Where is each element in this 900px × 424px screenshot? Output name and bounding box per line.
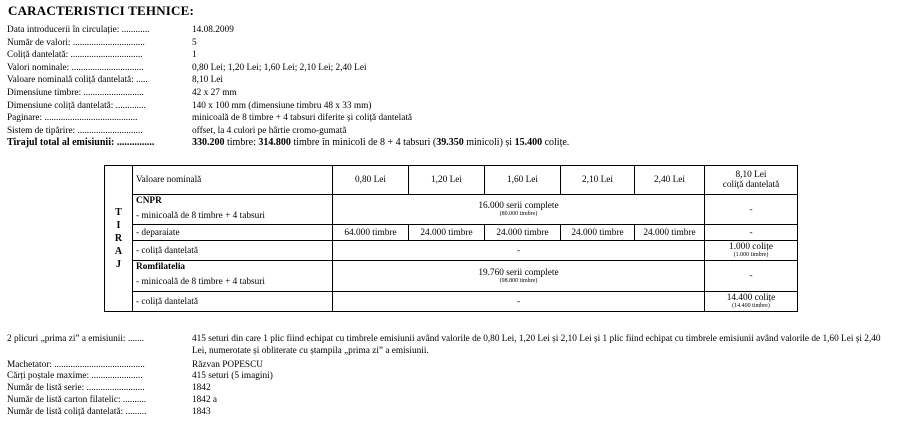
section-title-cnpr: CNPR: [133, 195, 333, 208]
spec-value: 42 x 27 mm: [192, 87, 237, 98]
tiraj-side-label: [105, 166, 133, 312]
header-value: 2,40 Lei: [635, 166, 705, 195]
spec-value: 1: [192, 50, 197, 61]
info-row-sheet-number: [7, 407, 897, 419]
spec-value: 14.08.2009: [192, 25, 234, 35]
romfilatelia-minisheet-sheet: -: [705, 261, 798, 292]
info-value: 415 seturi din care 1 plic fiind echipat cu timbrele emisiunii având valorile de 0,80 Lei, 1,20 Lei și 2,10 Lei și 1 plic fiind echipat cu timbrele emisiunii având valorile de 1,60 Lei și 2,40 Lei, numerotate și obliterate cu ștampila „prima zi” a emisiunii.: [192, 334, 881, 356]
info-row-series-number: [7, 383, 897, 395]
total-text: colițe.: [542, 137, 570, 149]
header-sheet-line: coliță dantelată: [722, 180, 780, 190]
info-row-first-day-covers: [7, 334, 897, 358]
tiraj-letter: R: [114, 233, 123, 244]
sheet-stamps: (14.400 timbre): [732, 303, 770, 309]
spec-row-sheet-size: [7, 100, 569, 113]
spec-value: 8,10 Lei: [192, 75, 223, 86]
tiraj-letter: I: [116, 220, 121, 231]
spec-row-total-print-run: [7, 137, 569, 150]
sheet-count: 15.400: [514, 137, 543, 149]
total-text: minicoli) și: [463, 137, 515, 149]
table-header-row: [105, 166, 798, 195]
spec-value: minicoală de 8 timbre + 4 tabsuri diferite și coliță dantelată: [192, 113, 413, 124]
section-row-cnpr: [105, 195, 798, 208]
table-cell: 64.000 timbre: [333, 225, 409, 241]
header-face-value: Valoare nominală: [133, 166, 333, 195]
spec-label: Număr de valori: ...............................: [7, 37, 145, 48]
spec-row-sheet-face-value: [7, 74, 569, 87]
info-label: Cărți poștale maxime: ......................: [7, 371, 143, 382]
spec-row-face-values: [7, 62, 569, 75]
header-sheet-value: [705, 166, 798, 195]
table-row: [105, 241, 798, 261]
info-row-designer: [7, 360, 897, 372]
header-value: 1,60 Lei: [485, 166, 561, 195]
spec-row-number-of-values: [7, 37, 569, 50]
info-label: Număr de listă serie: .........................: [7, 383, 145, 394]
info-label: Număr de listă carton filatelic: ..........: [7, 394, 147, 405]
spec-label: Valori nominale: ...............................: [7, 62, 144, 73]
table-cell: 24.000 timbre: [485, 225, 561, 241]
table-cell: -: [333, 292, 705, 312]
spec-label: Data introducerii în circulație: ............: [7, 25, 150, 35]
info-label: Număr de listă coliță dantelată: .........: [7, 406, 147, 417]
spec-value: offset, la 4 culori pe hârtie cromo-gumată: [192, 125, 347, 136]
spec-row-printing: [7, 125, 569, 138]
sheet-stamps: (1.000 timbre): [733, 252, 769, 258]
total-value: [192, 137, 569, 150]
minisheet-stamps: 314.800: [258, 137, 291, 149]
spec-value: 0,80 Lei; 1,20 Lei; 1,60 Lei; 2,10 Lei; 2,40 Lei: [192, 62, 367, 73]
series-count: 16.000 serii complete: [478, 201, 559, 211]
table-cell: 24.000 timbre: [635, 225, 705, 241]
info-row-card-number: [7, 395, 897, 407]
spec-label: Dimensiune timbre: ..........................: [7, 87, 144, 98]
series-count: 19.760 serii complete: [478, 267, 559, 278]
tiraj-letter: J: [116, 259, 121, 270]
header-sheet-line: 8,10 Lei: [735, 170, 767, 180]
table-cell: 24.000 timbre: [409, 225, 485, 241]
spec-row-souvenir-sheet: [7, 49, 569, 62]
series-stamps: (98.800 timbre): [499, 277, 538, 284]
spec-label: Sistem de tipărire: ............................: [7, 125, 143, 136]
total-text: timbre în minicoli de 8 + 4 tabsuri (: [290, 137, 437, 149]
table-cell: -: [705, 225, 798, 241]
minisheet-count: 39.350: [436, 137, 464, 149]
header-value: 1,20 Lei: [409, 166, 485, 195]
info-value: 1843: [192, 406, 211, 417]
section-title-romfilatelia: Romfilatelia: [133, 261, 333, 274]
section-row-romfilatelia: [105, 261, 798, 274]
info-label: 2 plicuri „prima zi” a emisiunii: .......: [7, 334, 145, 344]
spec-label: Valoare nominală coliță dantelată: .....: [7, 75, 148, 86]
spec-row-stamp-size: [7, 87, 569, 100]
header-value: 2,10 Lei: [561, 166, 635, 195]
romfilatelia-minisheet-series: [333, 261, 705, 292]
row-label: - coliță dantelată: [133, 241, 333, 261]
info-label: Machetator: .......................................: [7, 359, 145, 370]
total-stamps: 330.200: [192, 137, 225, 149]
table-row: [105, 292, 798, 312]
info-value: 415 seturi (5 imagini): [192, 371, 273, 382]
cnpr-minisheet-series: [333, 195, 705, 225]
additional-info: [7, 334, 897, 419]
table-cell: -: [333, 241, 705, 261]
print-run-table: [104, 165, 798, 312]
table-row: [105, 225, 798, 241]
info-value: Răzvan POPESCU: [192, 359, 264, 370]
header-value: 0,80 Lei: [333, 166, 409, 195]
info-value: 1842: [192, 383, 211, 394]
spec-label: Paginare: ........................................: [7, 113, 138, 124]
sheet-count: 1.000 colițe: [729, 242, 773, 252]
romfilatelia-sheet-count: [705, 292, 798, 312]
sheet-count: 14.400 colițe: [726, 293, 776, 303]
tiraj-letter: T: [115, 207, 122, 218]
row-label: - coliță dantelată: [133, 292, 333, 312]
spec-value: 5: [192, 37, 197, 48]
page-title: CARACTERISTICI TEHNICE:: [8, 3, 195, 18]
technical-specs: [7, 24, 569, 150]
spec-row-release-date: [7, 24, 569, 37]
info-value: 1842 a: [192, 394, 218, 405]
total-text: timbre:: [224, 137, 259, 149]
spec-label: Coliță dantelată: ...............................: [7, 50, 143, 61]
cnpr-sheet-count: [705, 241, 798, 261]
row-label: - minicoală de 8 timbre + 4 tabsuri: [133, 208, 333, 225]
info-row-maxicards: [7, 371, 897, 383]
cnpr-minisheet-sheet: -: [705, 195, 798, 225]
table-cell: 24.000 timbre: [561, 225, 635, 241]
spec-label: Dimensiune coliță dantelată: .............: [7, 100, 146, 111]
total-label: Tirajul total al emisiunii: ...............: [7, 137, 155, 149]
row-label: - minicoală de 8 timbre + 4 tabsuri: [133, 274, 333, 292]
spec-value: 140 x 100 mm (dimensiune timbru 48 x 33 mm): [192, 100, 372, 111]
series-stamps: (80.000 timbre): [499, 211, 538, 217]
row-label: - deparaiate: [133, 225, 333, 241]
spec-row-layout: [7, 112, 569, 125]
tiraj-letter: A: [114, 246, 123, 257]
